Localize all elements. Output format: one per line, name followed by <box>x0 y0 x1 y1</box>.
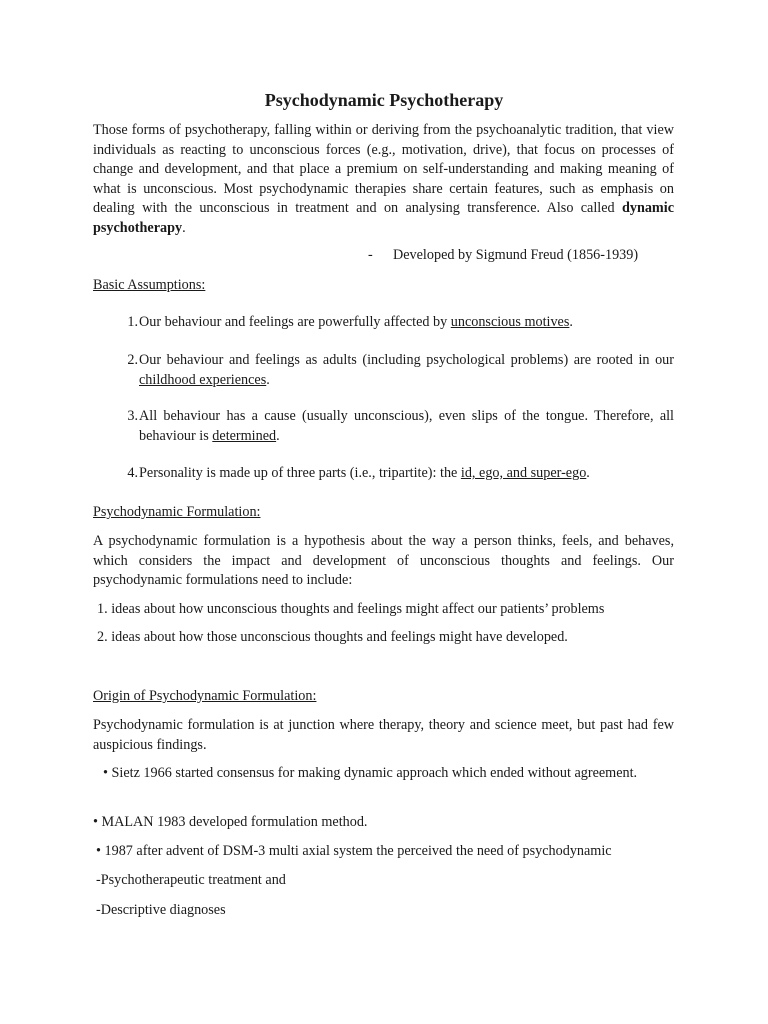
assumption-text-post: . <box>586 465 590 481</box>
assumption-text-post: . <box>276 427 280 444</box>
origin-heading: Origin of Psychodynamic Formulation: <box>93 688 317 704</box>
assumption-underlined-term: id, ego, and super-ego <box>460 465 587 481</box>
origin-bullet: • Sietz 1966 started consensus for making dynamic approach which ended without agreement. <box>103 765 638 781</box>
origin-sub-item: -Descriptive diagnoses <box>96 902 226 918</box>
formulation-paragraph: A psychodynamic formulation is a hypothesis about the way a person thinks, feels, and behaves, which considers the impact and development of unconscious thoughts and feelings. Our psychodynamic formulations need to include: <box>93 533 674 588</box>
assumption-number: 2. <box>127 352 138 368</box>
page-title: Psychodynamic Psychotherapy <box>264 90 504 110</box>
attribution-text: Developed by Sigmund Freud (1856-1939) <box>393 247 639 263</box>
assumption-text-post: . <box>266 371 270 388</box>
assumption-underlined-term: unconscious motives <box>450 314 570 330</box>
formulation-point: 2. ideas about how those unconscious thoughts and feelings might have developed. <box>97 629 568 645</box>
assumption-text <box>139 313 674 333</box>
assumption-text <box>139 351 674 390</box>
assumption-text-pre: Our behaviour and feelings are powerfully affected by <box>139 314 451 330</box>
intro-end: . <box>182 219 186 236</box>
assumption-number: 4. <box>127 465 138 481</box>
origin-sub-item: -Psychotherapeutic treatment and <box>96 872 286 888</box>
intro-text: Those forms of psychotherapy, falling within or deriving from the psychoanalytic tradition, that view individuals as reacting to unconscious forces (e.g., motivation, drive), that focus on processes of change and development, and that place a premium on self-understanding and making meaning of what is unconscious. Most psychodynamic therapies share certain features, such as emphasis on dealing with the unconscious in treatment and on analysing transference. Also called <box>93 122 674 216</box>
assumption-text-post: . <box>569 314 573 330</box>
origin-paragraph: Psychodynamic formulation is at junction where therapy, theory and science meet, but past had few auspicious findings. <box>93 717 674 753</box>
attribution-dash: - <box>368 247 373 263</box>
attribution <box>368 246 688 266</box>
formulation-point: 1. ideas about how unconscious thoughts and feelings might affect our patients’ problems <box>97 601 605 617</box>
origin-bullet: • MALAN 1983 developed formulation method. <box>93 814 368 830</box>
assumption-text-pre: Our behaviour and feelings as adults (including psychological problems) are rooted in our <box>139 352 674 368</box>
assumption-underlined-term: determined <box>212 427 277 444</box>
assumption-text-pre: Personality is made up of three parts (i.e., tripartite): the <box>139 465 461 481</box>
origin-bullet: • 1987 after advent of DSM-3 multi axial system the perceived the need of psychodynamic <box>96 843 612 859</box>
assumption-text <box>139 464 674 484</box>
assumption-number: 3. <box>127 408 138 424</box>
intro-bold-term: dynamic psychotherapy <box>93 200 674 236</box>
assumption-number: 1. <box>127 314 138 330</box>
assumption-underlined-term: childhood experiences <box>139 371 267 388</box>
assumption-text <box>139 407 674 446</box>
formulation-heading: Psychodynamic Formulation: <box>93 504 261 520</box>
assumption-text-pre: All behaviour has a cause (usually unconscious), even slips of the tongue. Therefore, all behaviour is <box>139 408 674 444</box>
intro-paragraph <box>93 121 674 238</box>
basic-assumptions-heading: Basic Assumptions: <box>93 277 206 293</box>
